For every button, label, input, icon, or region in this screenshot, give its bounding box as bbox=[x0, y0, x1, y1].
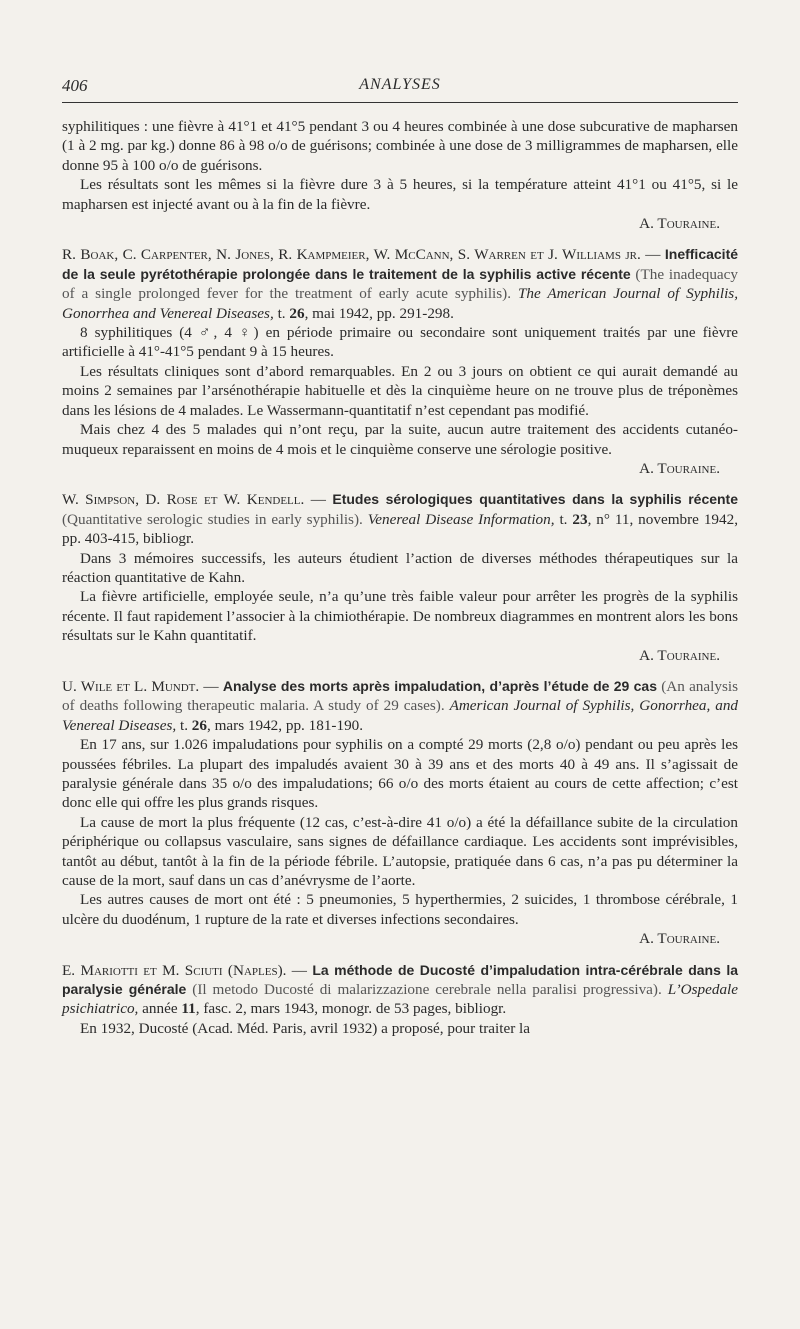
article-simpson bbox=[62, 490, 738, 665]
article-title: Analyse des morts après impaludation, d’après l’étude de 29 cas bbox=[222, 677, 657, 694]
authors: R. Boak, C. Carpenter, N. Jones, R. Kampmeier, W. McCann, S. Warren et J. Williams jr. bbox=[62, 246, 641, 264]
article-title: Inefficacité de la seule pyrétothérapie prolongée dans le traitement de la syphilis active récente bbox=[62, 246, 739, 282]
paragraph: En 1932, Ducosté (Acad. Méd. Paris, avril 1932) a proposé, pour traiter la bbox=[80, 1019, 531, 1037]
journal: The American Journal of Syphilis, Gonorrhea and Venereal Diseases, bbox=[62, 285, 739, 322]
english-title: (The inadequacy of a single prolonged fever for the treatment of early acute syphilis). bbox=[62, 265, 739, 303]
citation-pre: année bbox=[142, 1000, 178, 1018]
volume: 11 bbox=[181, 1000, 196, 1018]
signature: A. Touraine. bbox=[639, 930, 720, 948]
running-head: ANALYSES bbox=[359, 76, 441, 93]
citation-pre: t. bbox=[559, 510, 568, 528]
volume: 26 bbox=[289, 304, 305, 322]
article-title: La méthode de Ducosté d’impaludation intra-cérébrale dans la paralysie générale bbox=[62, 961, 739, 998]
citation-details: , fasc. 2, mars 1943, monogr. de 53 pages, bibliogr. bbox=[195, 1000, 507, 1018]
paragraph: Mais chez 4 des 5 malades qui n’ont reçu, par la suite, aucun autre traitement des accidents cutanéo-muqueux reparaissent en moins de 4 mois et le cinquième conserve une sérologie positive. bbox=[62, 421, 738, 458]
authors: W. Simpson, D. Rose et W. Kendell. bbox=[62, 491, 305, 509]
page-number: 406 bbox=[62, 76, 88, 95]
english-title: (Il metodo Ducosté di malarizzazione cerebrale nella paralisi progressiva). bbox=[192, 981, 662, 999]
reference: W. Simpson, D. Rose et W. Kendell. — Etudes sérologiques quantitatives dans la syphilis récente (Quantitative serologic studies in early syphilis). Venereal Disease Information, t. 23, n° 11, novembre 1942, pp. 403-415, bibliogr. bbox=[62, 491, 739, 548]
paragraph: En 17 ans, sur 1.026 impaludations pour syphilis on a compté 29 morts (2,8 o/o) pendant ou peu après les poussées fébriles. La plupart des impaludés avaient 30 à 39 ans et des morts 40 à 49 ans. Il s’agissait de paralysie générale dans 35 o/o des impaludations; 66 o/o des morts étaient au cours de cette affection; c’est donc elle qui offre les plus grands risques. bbox=[62, 736, 738, 812]
article-boak bbox=[62, 245, 738, 478]
journal: Venereal Disease Information, bbox=[367, 510, 555, 528]
journal: L’Ospedale psichiatrico, bbox=[62, 981, 739, 1018]
citation-pre: t. bbox=[179, 716, 188, 734]
reference: E. Mariotti et M. Sciuti (Naples). — La méthode de Ducosté d’impaludation intra-cérébrale dans la paralysie générale (Il metodo Ducosté di malarizzazione cerebrale nella paralisi progressiva). L’Ospedale psichiatrico, année 11, fasc. 2, mars 1943, monogr. de 53 pages, bibliogr. bbox=[62, 961, 739, 1018]
header-rule bbox=[62, 102, 738, 103]
paragraph: Les résultats sont les mêmes si la fièvre dure 3 à 5 heures, si la température atteint 41°1 ou 41°5, si le mapharsen est injecté avant ou à la fin de la fièvre. bbox=[62, 176, 738, 213]
authors: E. Mariotti et M. Sciuti (Naples). bbox=[62, 961, 287, 979]
reference: R. Boak, C. Carpenter, N. Jones, R. Kampmeier, W. McCann, S. Warren et J. Williams jr. — Inefficacité de la seule pyrétothérapie prolongée dans le traitement de la syphilis active récente (The inadequacy of a single prolonged fever for the treatment of early acute syphilis). The American Journal of Syphilis, Gonorrhea and Venereal Diseases, t. 26, mai 1942, pp. 291-298. bbox=[62, 246, 739, 322]
page-body bbox=[62, 117, 738, 1038]
paragraph: 8 syphilitiques (4 ♂, 4 ♀) en période primaire ou secondaire sont uniquement traités par une fièvre artificielle à 41°-41°5 pendant 9 à 15 heures. bbox=[62, 324, 738, 361]
volume: 26 bbox=[191, 716, 207, 734]
english-title: (Quantitative serologic studies in early syphilis). bbox=[62, 510, 363, 528]
english-title: (An analysis of deaths following therapeutic malaria. A study of 29 cases). bbox=[62, 677, 738, 715]
paragraph: Les résultats cliniques sont d’abord remarquables. En 2 ou 3 jours on obtient ce qui aurait demandé au moins 2 semaines par l’arsénothérapie habituelle et dès la cinquième heure on ne trouve plus de tréponèmes dans les lésions de 4 malades. Le Wassermann-quantitatif n’est cependant pas modifié. bbox=[62, 362, 738, 419]
signature: A. Touraine. bbox=[639, 459, 720, 477]
volume: 23 bbox=[572, 510, 588, 528]
article-mariotti bbox=[62, 961, 738, 1039]
citation-details: , n° 11, novembre 1942, pp. 403-415, bibliogr. bbox=[62, 510, 738, 548]
signature: A. Touraine. bbox=[639, 215, 720, 233]
article-title: Etudes sérologiques quantitatives dans la syphilis récente bbox=[332, 491, 739, 508]
journal: American Journal of Syphilis, Gonorrhea, and Venereal Diseases, bbox=[62, 697, 739, 734]
page-header bbox=[62, 72, 738, 96]
article-wile bbox=[62, 677, 738, 949]
paragraph: syphilitiques : une fièvre à 41°1 et 41°5 pendant 3 ou 4 heures combinée à une dose subcurative de mapharsen (1 à 2 mg. par kg.) donne 86 à 98 o/o de guérisons; combinée à une dose de 3 milligrammes de mapharsen, elle donne 95 à 100 o/o de guérisons. bbox=[62, 118, 738, 174]
paragraph: La fièvre artificielle, employée seule, n’a qu’une très faible valeur pour arrêter les progrès de la syphilis récente. Il faut rapidement l’associer à la chimiothérapie. De nombreux diagrammes en montrent alors les bons résultats sur le Kahn quantitatif. bbox=[62, 588, 738, 645]
paragraph: La cause de mort la plus fréquente (12 cas, c’est-à-dire 41 o/o) a été la défaillance subite de la circulation périphérique ou collapsus vasculaire, sans signes de défaillance cardiaque. Les accidents sont imprévisibles, tantôt au début, tantôt à la fin de la période fébrile. L’autopsie, pratiquée dans 6 cas, n’a pas pu déterminer la cause de la mort, sauf dans un cas d’anévrysme de l’aorte. bbox=[62, 813, 738, 890]
reference: U. Wile et L. Mundt. — Analyse des morts après impaludation, d’après l’étude de 29 cas (An analysis of deaths following therapeutic malaria. A study of 29 cases). American Journal of Syphilis, Gonorrhea, and Venereal Diseases, t. 26, mars 1942, pp. 181-190. bbox=[62, 677, 739, 734]
signature: A. Touraine. bbox=[639, 646, 720, 664]
article-continued bbox=[62, 117, 738, 233]
authors: U. Wile et L. Mundt. bbox=[62, 677, 200, 695]
paragraph: Dans 3 mémoires successifs, les auteurs étudient l’action de diverses méthodes thérapeutiques sur la réaction quantitative de Kahn. bbox=[62, 549, 738, 586]
citation-details: , mai 1942, pp. 291-298. bbox=[304, 304, 454, 322]
paragraph: Les autres causes de mort ont été : 5 pneumonies, 5 hyperthermies, 2 suicides, 1 thrombose cérébrale, 1 ulcère du duodénum, 1 rupture de la rate et diverses infections secondaires. bbox=[62, 891, 738, 928]
citation-details: , mars 1942, pp. 181-190. bbox=[206, 716, 364, 734]
citation-pre: t. bbox=[277, 304, 286, 322]
